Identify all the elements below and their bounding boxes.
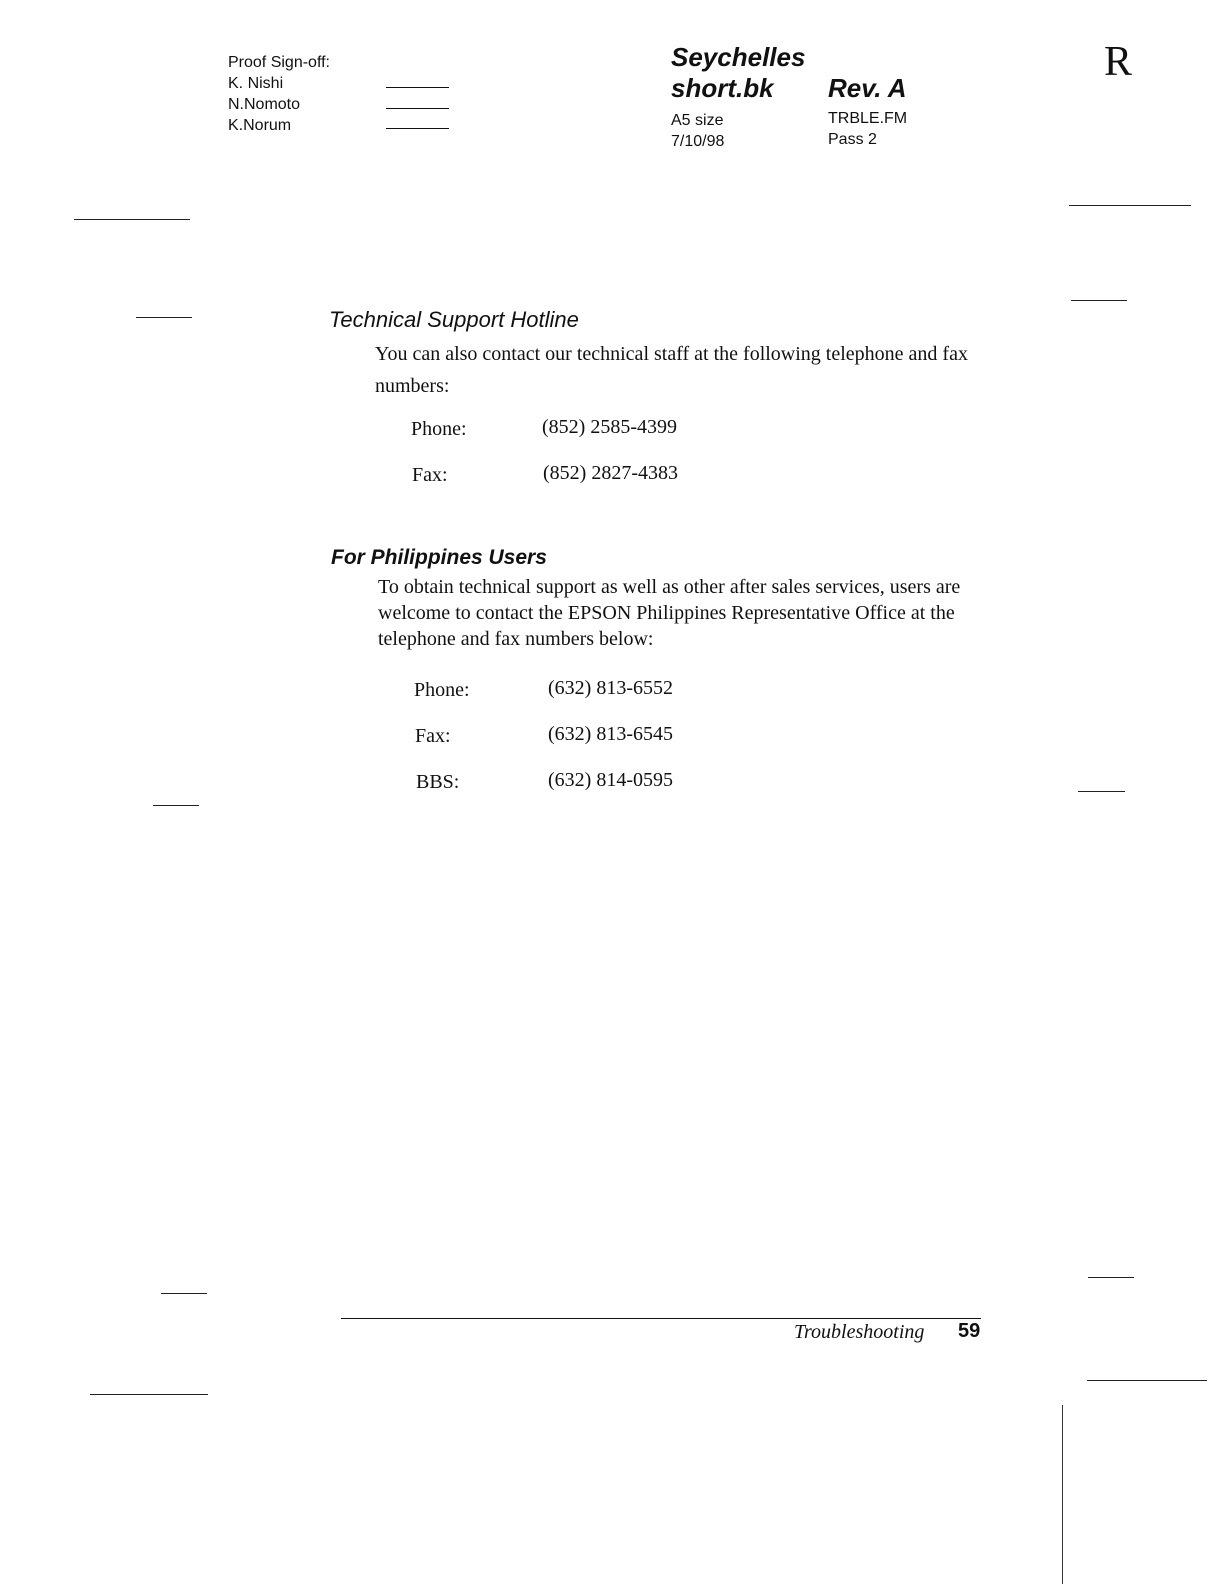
crop-mark xyxy=(136,317,192,318)
signature-line xyxy=(386,87,449,88)
contact-value: (632) 813-6545 xyxy=(548,723,673,745)
page-number: 59 xyxy=(958,1320,981,1342)
signature-line xyxy=(386,128,449,129)
footer-section-name: Troubleshooting xyxy=(794,1321,925,1343)
corner-letter: R xyxy=(1104,39,1133,85)
contact-label: BBS: xyxy=(416,771,460,793)
crop-mark xyxy=(90,1394,208,1395)
crop-mark xyxy=(1088,1277,1134,1278)
section-body: You can also contact our technical staff at the following telephone and fax numbers: xyxy=(375,343,968,397)
contact-value: (632) 813-6552 xyxy=(548,677,673,699)
page-size: A5 size xyxy=(671,112,724,129)
contact-value: (852) 2827-4383 xyxy=(543,462,678,484)
signature-line xyxy=(386,108,449,109)
proof-signoff xyxy=(228,52,330,136)
proof-date: 7/10/98 xyxy=(671,133,725,150)
signoff-name: N.Nomoto xyxy=(228,96,301,113)
crop-mark xyxy=(1087,1380,1207,1381)
book-file: short.bk xyxy=(671,73,774,103)
crop-mark xyxy=(1078,791,1125,792)
crop-mark xyxy=(153,805,199,806)
contact-label: Phone: xyxy=(411,418,467,440)
section-heading: For Philippines Users xyxy=(331,546,547,569)
frame-file: TRBLE.FM xyxy=(828,110,908,127)
contact-label: Phone: xyxy=(414,679,470,701)
proof-pass: Pass 2 xyxy=(828,131,877,148)
signoff-name: K.Norum xyxy=(228,117,292,134)
crop-mark xyxy=(161,1293,207,1294)
book-title: Seychelles xyxy=(671,42,806,72)
contact-value: (852) 2585-4399 xyxy=(542,416,677,438)
contact-value: (632) 814-0595 xyxy=(548,769,673,791)
section-body: To obtain technical support as well as other after sales services, users are welcome to contact the EPSON Philippines Representative Office at the telephone and fax numbers below: xyxy=(378,576,961,650)
crop-mark xyxy=(1069,205,1191,206)
crop-mark xyxy=(1062,1405,1063,1584)
contact-label: Fax: xyxy=(415,725,451,747)
section-heading: Technical Support Hotline xyxy=(329,307,579,332)
book-revision: Rev. A xyxy=(828,73,907,103)
signoff-name: K. Nishi xyxy=(228,75,284,92)
contact-label: Fax: xyxy=(412,464,448,486)
signoff-title: Proof Sign-off: xyxy=(228,54,330,71)
crop-mark xyxy=(74,219,190,220)
crop-mark xyxy=(1071,300,1127,301)
